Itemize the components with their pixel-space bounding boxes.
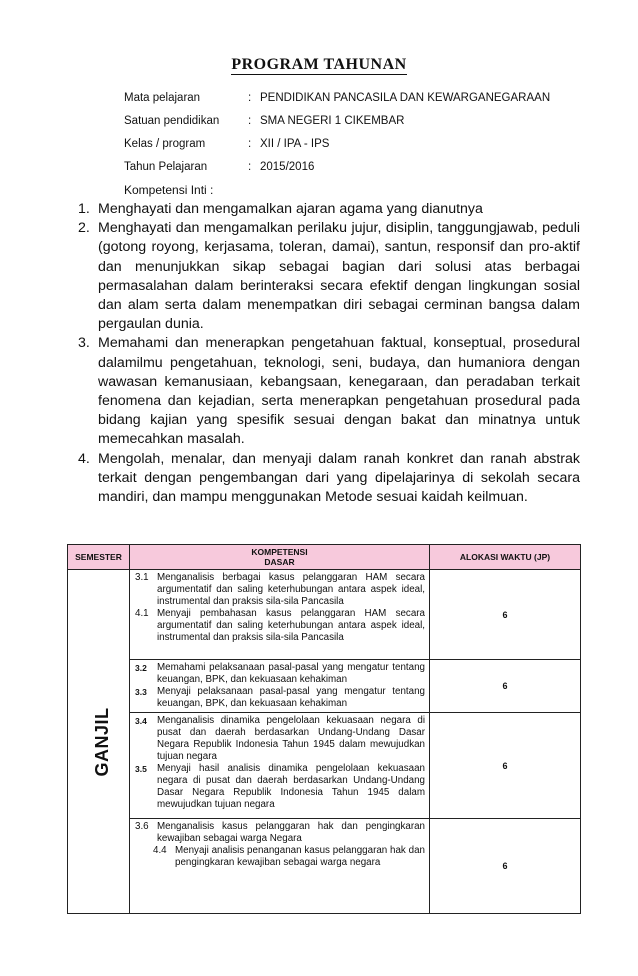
kd-text: Menyaji analisis penanganan kasus pelanggaran hak dan pengingkaran kewajiban sebagai warga negara — [175, 845, 425, 868]
kd-number: 3.1 — [135, 572, 149, 583]
meta-colon: : — [248, 114, 252, 127]
meta-label: Tahun Pelajaran — [124, 160, 208, 173]
list-number: 4. — [78, 450, 90, 467]
meta-colon: : — [248, 91, 252, 104]
semester-label: GANJIL — [92, 706, 113, 777]
list-item — [78, 450, 580, 508]
kompetensi-dasar-table — [67, 544, 581, 914]
meta-value: 2015/2016 — [260, 160, 315, 173]
identity-block — [124, 86, 550, 201]
meta-colon: : — [248, 137, 252, 150]
kd-number: 3.4 — [135, 716, 147, 726]
table-row — [68, 570, 581, 660]
kd-number: 4.1 — [135, 608, 149, 619]
kd-item — [135, 763, 425, 811]
list-text: Mengolah, menalar, dan menyaji dalam ranah konkret dan ranah abstrak terkait dengan pengembangan dari yang dipelajarinya di sekolah secara mandiri, dan mampu menggunakan Metode sesuai kaidah keilmuan. — [98, 450, 580, 506]
header-semester: SEMESTER — [68, 545, 130, 570]
kd-cell — [130, 713, 430, 819]
kd-number: 3.6 — [135, 821, 149, 832]
meta-colon: : — [248, 160, 252, 173]
kd-text: Menganalisis dinamika pengelolaan kekuasaan negara di pusat dan daerah berdasarkan Undang-Undang Dasar Negara Republik Indonesia Tahun 1945 dalam mewujudkan tujuan negara — [157, 715, 425, 762]
list-item — [78, 200, 580, 219]
list-number: 2. — [78, 220, 90, 237]
meta-row-class — [124, 132, 550, 155]
kd-item — [135, 845, 425, 869]
meta-label: Satuan pendidikan — [124, 114, 220, 127]
kd-number: 3.3 — [135, 687, 147, 697]
jp-value: 6 — [430, 819, 581, 914]
kd-cell — [130, 819, 430, 914]
kd-text: Menganalisis berbagai kasus pelanggaran HAM secara argumentatif dan saling keterhubungan antara aspek ideal, instrumental dan praksis sila-sila Pancasila — [157, 572, 425, 607]
kd-number: 4.4 — [153, 845, 167, 856]
kd-text: Menyaji pembahasan kasus pelanggaran HAM secara argumentatif dan saling keterhubungan antara aspek ideal, instrumental dan praksis sila-sila Pancasila — [157, 608, 425, 643]
table-header-row — [68, 545, 581, 570]
meta-row-year — [124, 155, 550, 178]
meta-label: Kelas / program — [124, 137, 206, 150]
list-text: Menghayati dan mengamalkan perilaku jujur, disiplin, tanggungjawab, peduli (gotong royong, kerjasama, toleran, damai), santun, responsif dan pro-aktif dan menunjukkan sikap sebagai bagian dari solusi atas berbagai permasalahan dalam berinteraksi secara efektif dengan lingkungan sosial dan alam serta dalam menempatkan diri sebagai cerminan bangsa dalam pergaulan dunia. — [98, 220, 580, 333]
list-number: 1. — [78, 201, 90, 217]
kd-item — [135, 821, 425, 845]
kd-text: Menyaji hasil analisis dinamika pengelolaan kekuasaan negara di pusat dan daerah berdasarkan Undang-Undang Dasar Negara Republik Indonesia Tahun 1945 dalam mewujudkan tujuan negara — [157, 763, 425, 810]
table-row — [68, 660, 581, 713]
kd-cell — [130, 660, 430, 713]
meta-row-school — [124, 109, 550, 132]
table-row — [68, 713, 581, 819]
header-alokasi-waktu: ALOKASI WAKTU (JP) — [430, 545, 581, 570]
meta-label: Mata pelajaran — [124, 91, 201, 104]
document-title: PROGRAM TAHUNAN — [231, 56, 407, 73]
header-kd-line1: KOMPETENSI — [251, 547, 308, 557]
meta-value: PENDIDIKAN PANCASILA DAN KEWARGANEGARAAN — [260, 91, 551, 104]
kd-item — [135, 572, 425, 608]
meta-row-subject — [124, 86, 550, 109]
meta-value: XII / IPA - IPS — [260, 137, 330, 150]
list-number: 3. — [78, 335, 90, 352]
list-text: Memahami dan menerapkan pengetahuan faktual, konseptual, prosedural dalamilmu pengetahuan, teknologi, seni, budaya, dan humaniora dengan wawasan kemanusiaan, kebangsaan, kenegaraan, dan peradaban terkait fenomena dan kejadian, serta menerapkan pengetahuan prosedural pada bidang kajian yang spesifik sesuai dengan bakat dan minatnya untuk memecahkan masalah. — [98, 335, 580, 448]
jp-value: 6 — [430, 660, 581, 713]
kd-number: 3.2 — [135, 663, 147, 673]
jp-value: 6 — [430, 713, 581, 819]
kd-text: Menganalisis kasus pelanggaran hak dan pengingkaran kewajiban sebagai warga Negara — [157, 821, 425, 844]
kd-item — [135, 715, 425, 763]
meta-value: SMA NEGERI 1 CIKEMBAR — [260, 114, 405, 127]
list-text: Menghayati dan mengamalkan ajaran agama yang dianutnya — [98, 201, 483, 217]
kd-text: Memahami pelaksanaan pasal-pasal yang mengatur tentang keuangan, BPK, dan kekuasaan kehakiman — [157, 662, 425, 685]
semester-cell — [68, 570, 130, 914]
kompetensi-inti-label: Kompetensi Inti : — [124, 182, 214, 197]
kd-item — [135, 662, 425, 686]
kompetensi-inti-list — [78, 200, 580, 507]
list-item — [78, 334, 580, 449]
header-kompetensi-dasar — [130, 545, 430, 570]
kd-item — [135, 608, 425, 644]
jp-value: 6 — [430, 570, 581, 660]
table-row — [68, 819, 581, 914]
list-item — [78, 219, 580, 334]
kd-text: Menyaji pelaksanaan pasal-pasal yang mengatur tentang keuangan, BPK, dan kekuasaan kehakiman — [157, 686, 425, 709]
kd-cell — [130, 570, 430, 660]
header-kd-line2: DASAR — [264, 557, 295, 567]
kd-item — [135, 686, 425, 710]
kd-number: 3.5 — [135, 764, 147, 774]
